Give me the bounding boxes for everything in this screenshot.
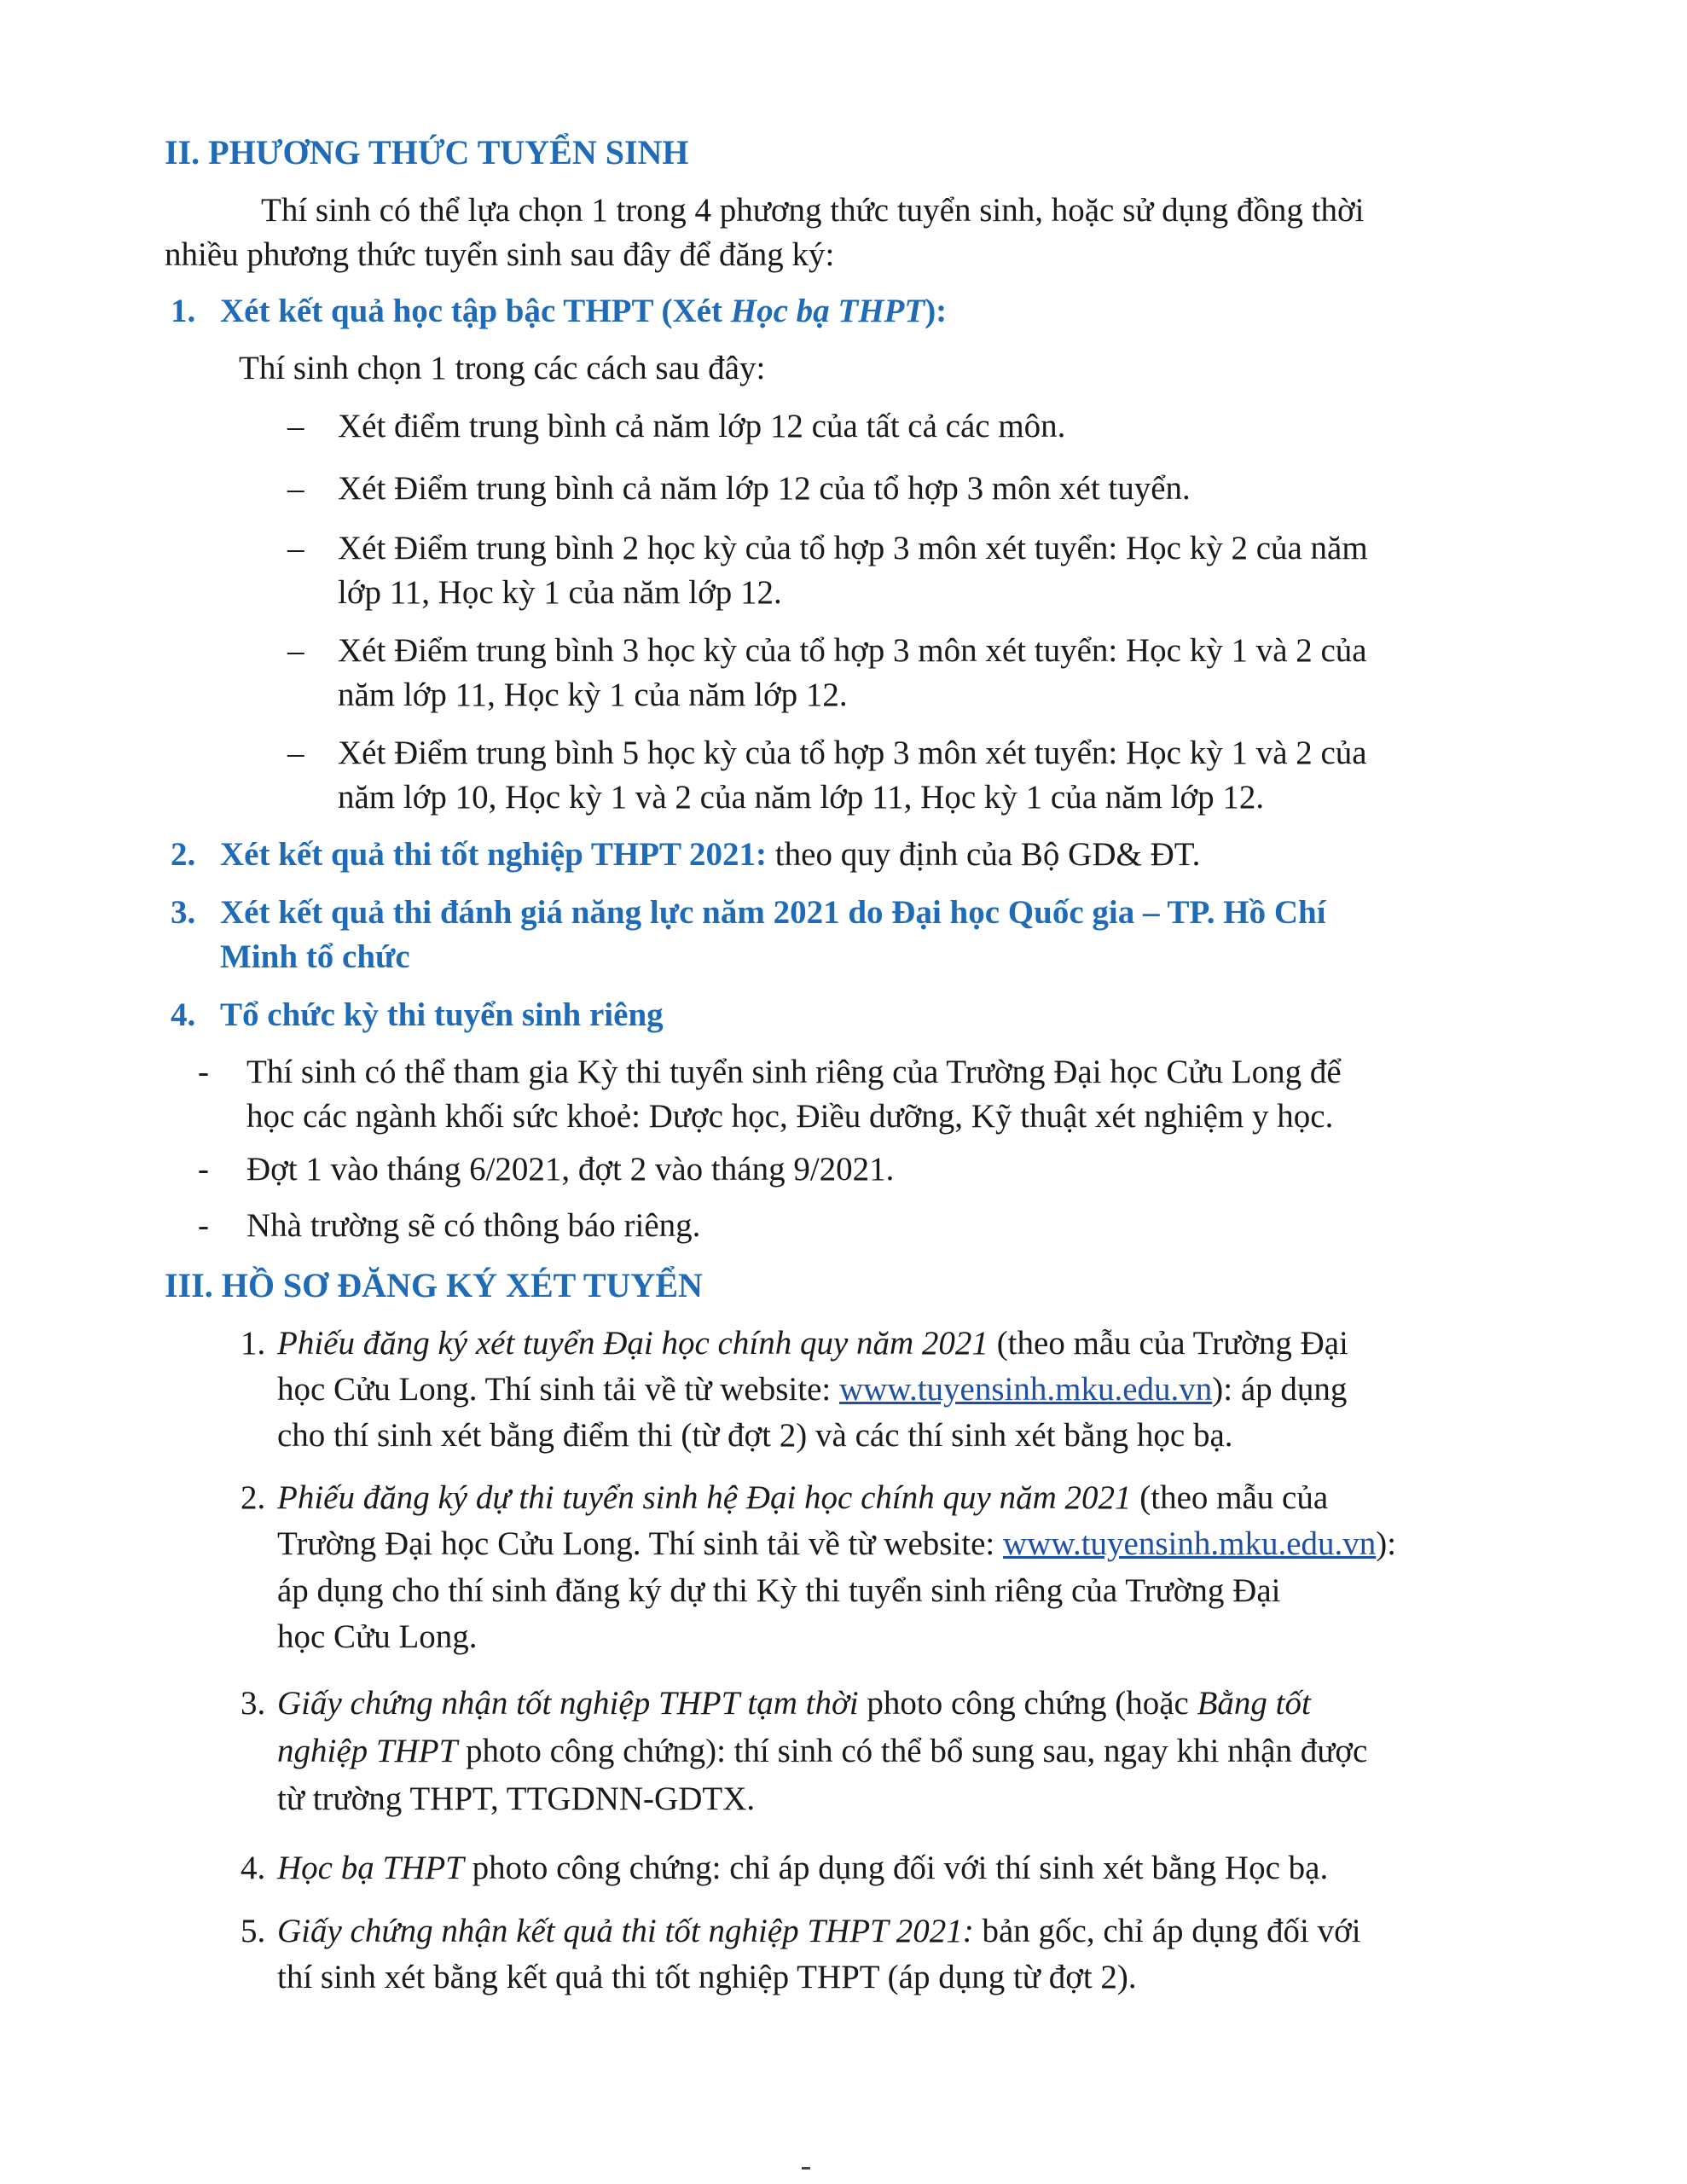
method-2-detail: theo quy định của Bộ GD& ĐT.: [767, 836, 1201, 873]
doc-item-2-line-3: áp dụng cho thí sinh đăng ký dự thi Kỳ thi tuyển sinh riêng của Trường Đại: [277, 1572, 1281, 1609]
method-1-heading: [171, 288, 947, 334]
website-link[interactable]: www.tuyensinh.mku.edu.vn: [1003, 1525, 1377, 1562]
page-edge-mark: [802, 2167, 810, 2169]
doc-item-3-line-1: [277, 1681, 1311, 1727]
bullet-dash: –: [287, 470, 304, 507]
intro-line-1: Thí sinh có thể lựa chọn 1 trong 4 phương thức tuyển sinh, hoặc sử dụng đồng thời: [261, 192, 1365, 229]
method-1-option-2: Xét Điểm trung bình cả năm lớp 12 của tổ hợp 3 môn xét tuyển.: [338, 470, 1191, 507]
doc-item-1-text-3: ): áp dụng: [1212, 1371, 1348, 1408]
method-1-title-italic: Học bạ THPT: [730, 293, 925, 329]
doc-item-2-number: 2.: [241, 1479, 266, 1516]
doc-item-3-line-3: từ trường THPT, TTGDNN-GDTX.: [277, 1780, 756, 1817]
doc-item-3-alt-title: Bằng tốt: [1197, 1685, 1311, 1722]
method-3-heading-line-1: [171, 890, 1326, 936]
doc-item-3-number: 3.: [241, 1685, 266, 1722]
doc-item-5-text: bản gốc, chỉ áp dụng đối với: [973, 1913, 1361, 1949]
method-4-item-1-line-1: Thí sinh có thể tham gia Kỳ thi tuyển sinh riêng của Trường Đại học Cửu Long để: [246, 1054, 1342, 1090]
method-1-title-b: ):: [925, 293, 948, 329]
doc-item-5-line-1: [277, 1908, 1361, 1955]
doc-item-2-line-4: học Cửu Long.: [277, 1618, 478, 1655]
method-1-option-4-line-2: năm lớp 11, Học kỳ 1 của năm lớp 12.: [338, 677, 848, 713]
doc-item-3-alt-title-2: nghiệp THPT: [277, 1733, 458, 1769]
website-link[interactable]: www.tuyensinh.mku.edu.vn: [838, 1371, 1213, 1408]
doc-item-3-line-2: [277, 1728, 1367, 1774]
method-1-option-3-line-1: Xét Điểm trung bình 2 học kỳ của tổ hợp 3 môn xét tuyển: Học kỳ 2 của năm: [338, 530, 1368, 566]
doc-item-3-title: Giấy chứng nhận tốt nghiệp THPT tạm thời: [277, 1685, 859, 1722]
bullet-dash: –: [287, 632, 304, 669]
method-4-item-3: Nhà trường sẽ có thông báo riêng.: [246, 1207, 701, 1244]
intro-line-2: nhiều phương thức tuyển sinh sau đây để đăng ký:: [165, 236, 835, 273]
method-3-number: 3.: [171, 894, 196, 931]
doc-item-5-number: 5.: [241, 1913, 266, 1949]
doc-item-1-text-2: học Cửu Long. Thí sinh tải về từ website:: [277, 1371, 839, 1408]
doc-item-1-line-1: [277, 1321, 1348, 1367]
doc-item-1-line-3: cho thí sinh xét bằng điểm thi (từ đợt 2) và các thí sinh xét bằng học bạ.: [277, 1417, 1233, 1454]
doc-item-5-line-2: thí sinh xét bằng kết quả thi tốt nghiệp THPT (áp dụng từ đợt 2).: [277, 1959, 1137, 1995]
bullet-dash: –: [287, 408, 304, 444]
method-3-title-line-2: Minh tổ chức: [220, 938, 410, 975]
method-4-item-1-line-2: học các ngành khối sức khoẻ: Dược học, Điều dưỡng, Kỹ thuật xét nghiệm y học.: [246, 1098, 1334, 1135]
doc-item-4-line-1: [277, 1845, 1328, 1891]
doc-item-1-number: 1.: [241, 1325, 266, 1362]
method-2-number: 2.: [171, 836, 196, 873]
bullet-hyphen: -: [198, 1054, 209, 1090]
doc-item-1-title: Phiếu đăng ký xét tuyển Đại học chính quy năm 2021: [277, 1325, 988, 1362]
doc-item-2-line-2: [277, 1521, 1396, 1567]
doc-item-3-text: photo công chứng (hoặc: [858, 1685, 1197, 1722]
method-1-option-3-line-2: lớp 11, Học kỳ 1 của năm lớp 12.: [338, 574, 782, 611]
doc-item-1-line-2: [277, 1367, 1347, 1413]
method-1-option-5-line-2: năm lớp 10, Học kỳ 1 và 2 của năm lớp 11, Học kỳ 1 của năm lớp 12.: [338, 779, 1265, 816]
bullet-hyphen: -: [198, 1151, 209, 1188]
method-1-number: 1.: [171, 293, 196, 329]
doc-item-2-text-3: ):: [1376, 1525, 1397, 1562]
doc-item-4-text: photo công chứng: chỉ áp dụng đối với thí sinh xét bằng Học bạ.: [463, 1850, 1329, 1886]
doc-item-2-text: (theo mẫu của: [1131, 1479, 1329, 1516]
method-1-lead: Thí sinh chọn 1 trong các cách sau đây:: [239, 350, 766, 386]
method-4-item-2: Đợt 1 vào tháng 6/2021, đợt 2 vào tháng 9/2021.: [246, 1151, 895, 1188]
doc-item-2-title: Phiếu đăng ký dự thi tuyển sinh hệ Đại học chính quy năm 2021: [277, 1479, 1132, 1516]
method-1-title-a: Xét kết quả học tập bậc THPT (Xét: [220, 293, 731, 329]
doc-item-3-text-2: photo công chứng): thí sinh có thể bổ sung sau, ngay khi nhận được: [457, 1733, 1368, 1769]
method-4-number: 4.: [171, 996, 196, 1033]
method-4-heading: [171, 992, 664, 1038]
method-2-heading: [171, 832, 1200, 878]
method-1-option-1: Xét điểm trung bình cả năm lớp 12 của tất cả các môn.: [338, 408, 1066, 444]
bullet-dash: –: [287, 735, 304, 771]
method-1-option-5-line-1: Xét Điểm trung bình 5 học kỳ của tổ hợp 3 môn xét tuyển: Học kỳ 1 và 2 của: [338, 735, 1367, 771]
doc-item-2-line-1: [277, 1475, 1328, 1521]
doc-item-1-text: (theo mẫu của Trường Đại: [988, 1325, 1348, 1362]
section-2-heading: II. PHƯƠNG THỨC TUYỂN SINH: [165, 133, 689, 171]
bullet-dash: –: [287, 530, 304, 566]
doc-item-4-title: Học bạ THPT: [277, 1850, 464, 1886]
method-1-option-4-line-1: Xét Điểm trung bình 3 học kỳ của tổ hợp 3 môn xét tuyển: Học kỳ 1 và 2 của: [338, 632, 1367, 669]
doc-item-2-text-2: Trường Đại học Cửu Long. Thí sinh tải về từ website:: [277, 1525, 1003, 1562]
doc-item-4-number: 4.: [241, 1850, 266, 1886]
section-3-heading: III. HỒ SƠ ĐĂNG KÝ XÉT TUYỂN: [165, 1266, 703, 1304]
method-3-title-line-1: Xét kết quả thi đánh giá năng lực năm 2021 do Đại học Quốc gia – TP. Hồ Chí: [220, 894, 1326, 931]
bullet-hyphen: -: [198, 1207, 209, 1244]
doc-item-5-title: Giấy chứng nhận kết quả thi tốt nghiệp THPT 2021:: [277, 1913, 974, 1949]
method-4-title: Tổ chức kỳ thi tuyển sinh riêng: [220, 996, 664, 1033]
method-2-title: Xét kết quả thi tốt nghiệp THPT 2021:: [220, 836, 768, 873]
